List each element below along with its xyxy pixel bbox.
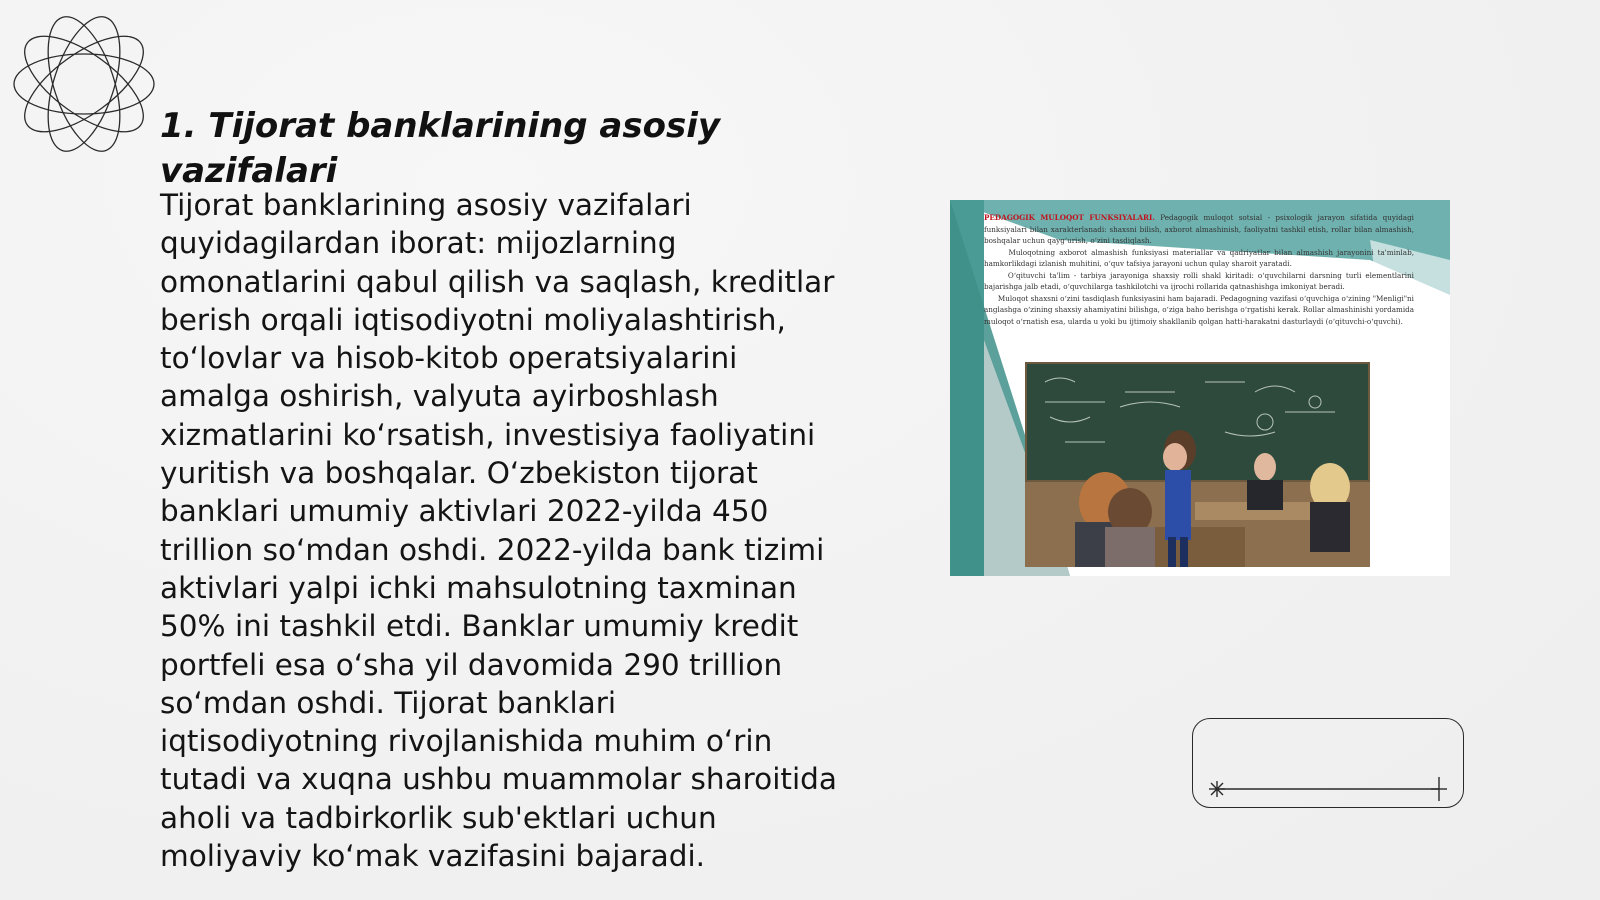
classroom-photo	[1025, 362, 1370, 567]
slide-body-text: Tijorat banklarining asosiy vazifalari quyidagilardan iborat: mijozlarning omonatlarini qabul qilish va saqlash, kreditlar berish orqali iqtisodiyotni moliyalashtirish, toʻlovlar va hisob-kitob operatsiyalarini amalga oshirish, valyuta ayirboshlash xizmatlarini koʻrsatish, investisiya faoliyatini yuritish va boshqalar. Oʻzbekiston tijorat banklari umumiy aktivlari 2022-yilda 450 trillion soʻmdan oshdi. 2022-yilda bank tizimi aktivlari yalpi ichki mahsulotning taxminan 50% ini tashkil etdi. Banklar umumiy kredit portfeli esa oʻsha yil davomida 290 trillion soʻmdan oshdi. Tijorat banklari iqtisodiyotning rivojlanishida muhim oʻrin tutadi va xuqna ushbu muammolar sharoitida aholi va tadbirkorlik sub'ektlari uchun moliyaviy koʻmak vazifasini bajaradi.	[160, 188, 837, 874]
pedagogy-figure	[950, 200, 1450, 576]
figure-paragraph: Muloqot shaxsni oʻzini tasdiqlash funksiyasini ham bajaradi. Pedagogning vazifasi oʻquvchiga oʻzining "Menligi"ni anglashga oʻzining shaxsiy ahamiyatini bilishga, oʻziga baho berishga oʻrgatishi kerak. Rollar almashinishi yordamida muloqot oʻrnatish esa, ularda u yoki bu ijtimoiy shakllanib qolgan hatti-harakatni dasturlaydi (oʻqituvchi-oʻquvchi).	[984, 293, 1414, 326]
figure-heading: PEDAGOGIK MULOQOT FUNKSIYALARI.	[984, 213, 1155, 222]
figure-paragraph: Oʻqituvchi ta'lim - tarbiya jarayoniga shaxsiy rolli shakl kiritadi: oʻquvchilarni darsning turli elementlarini bajarishga jalb etadi, oʻquvchilarga tashkilotchi va ijrochi rollarida qatnashishga imkoniyat beradi.	[984, 270, 1414, 291]
sparkle-icon	[1209, 781, 1225, 797]
frame-line-icon	[1193, 719, 1465, 809]
orbit-decoration-icon	[10, 10, 158, 158]
slide-title: 1. Tijorat banklarining asosiy vazifalari	[160, 106, 721, 191]
figure-text-block	[984, 212, 1414, 327]
decorative-frame	[1192, 718, 1464, 808]
figure-paragraph: Muloqotning axborot almashish funksiyasi materiallar va qadriyatlar bilan almashish jarayonini ta'minlab, hamkorlikdagi izlanish muhitini, oʻquv tafsiya jarayoni uchun qulay sharoit yaratadi.	[984, 247, 1414, 268]
cross-star-icon	[1431, 777, 1447, 801]
figure-paragraph: Pedagogik muloqot sotsial - psixologik jarayon sifatida quyidagi funksiyalari bilan xarakterlanadi: shaxsni bilish, axborot almashinish, faoliyatni tashkil etish, rollar bilan almashish, boshqalar uchun qaygʻurish, oʻzini tasdiqlash.	[984, 213, 1414, 245]
